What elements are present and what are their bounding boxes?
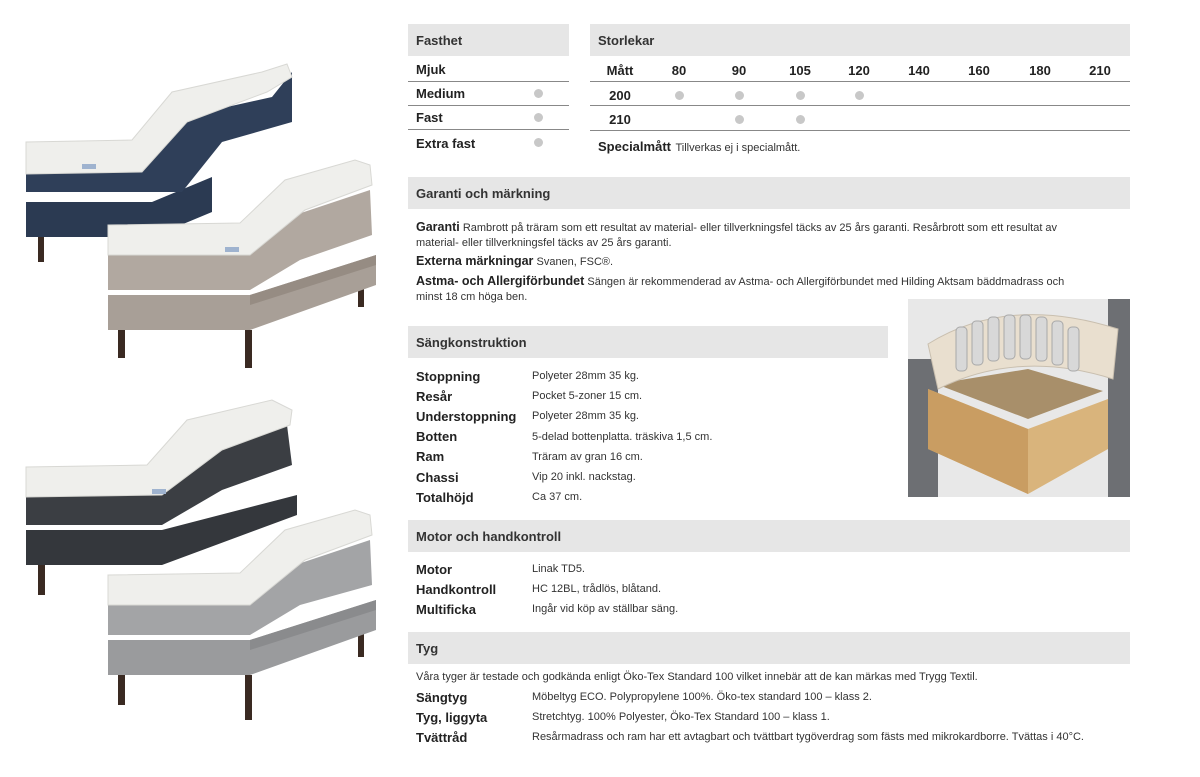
available-dot-icon: [796, 91, 805, 100]
mattress-cross-section-image: [908, 299, 1130, 497]
available-dot-icon: [735, 115, 744, 124]
available-dot-icon: [534, 89, 543, 98]
fabric-row: [408, 707, 1128, 727]
size-width-80: 80: [671, 63, 687, 78]
bed-illustration-light-grey: [100, 505, 390, 725]
fabric-row: [408, 687, 1128, 707]
size-width-120: 120: [848, 63, 870, 78]
motor-label: Motor: [416, 561, 453, 577]
special-size: [598, 138, 800, 156]
available-dot-icon: [796, 115, 805, 124]
motor-label: Handkontroll: [416, 581, 497, 597]
construction-label: Resår: [416, 388, 453, 404]
firmness-header: [408, 24, 569, 56]
construction-value: Polyeter 28mm 35 kg.: [532, 410, 639, 423]
warranty-title: Garanti och märkning: [416, 185, 551, 201]
warranty-text: Svanen, FSC®.: [536, 256, 614, 268]
sizes-length-210: 210: [609, 112, 631, 127]
construction-header: [408, 326, 888, 358]
size-width-90: 90: [731, 63, 747, 78]
motor-value: Ingår vid köp av ställbar säng.: [532, 603, 679, 616]
construction-label: Stoppning: [416, 368, 481, 384]
fabric-label: Tyg, liggyta: [416, 709, 488, 725]
firmness-label: Fast: [416, 110, 443, 125]
size-width-210: 210: [1089, 63, 1111, 78]
construction-value: Pocket 5-zoner 15 cm.: [532, 390, 643, 403]
warranty-label: Externa märkningar: [416, 254, 534, 268]
construction-label: Ram: [416, 449, 445, 465]
available-dot-icon: [534, 138, 543, 147]
motor-value: HC 12BL, trådlös, blåtand.: [532, 583, 662, 596]
construction-label: Understoppning: [416, 408, 517, 424]
motor-label: Multificka: [416, 601, 476, 617]
fabric-row: [408, 727, 1128, 747]
motor-header: [408, 520, 1130, 552]
firmness-row-medium: [408, 82, 569, 106]
warranty-text: Sängen är rekommenderad av Astma- och Allergiförbundet med Hilding Aktsam bäddmadrass och: [587, 276, 1065, 288]
warranty-guarantee: [416, 220, 1136, 251]
fabric-value: Resårmadrass och ram har ett avtagbart och tvättbart tygöverdrag som fästs med mikrokardborre. Tvättas i 40°C.: [532, 731, 1084, 744]
special-size-text: Tillverkas ej i specialmått.: [675, 142, 801, 154]
size-width-105: 105: [789, 63, 811, 78]
construction-label: Botten: [416, 429, 458, 445]
fabric-title: Tyg: [416, 640, 439, 656]
warranty-text: minst 18 cm höga ben.: [416, 291, 528, 303]
available-dot-icon: [855, 91, 864, 100]
firmness-label: Mjuk: [416, 62, 446, 77]
warranty-label: Garanti: [416, 220, 460, 234]
warranty-text: Rambrott på träram som ett resultat av material- eller tillverkningsfel täcks av 25 års garanti. Resårbrott som ett resultat av: [462, 222, 1058, 234]
special-size-label: Specialmått: [598, 139, 671, 154]
fabric-header: [408, 632, 1130, 664]
size-width-160: 160: [968, 63, 990, 78]
bed-illustration-beige: [100, 155, 390, 375]
construction-value: Ca 37 cm.: [532, 491, 583, 504]
warranty-header: [408, 177, 1130, 209]
firmness-label: Extra fast: [416, 135, 476, 151]
firmness-title: Fasthet: [416, 32, 463, 48]
fabric-label: Tvättråd: [416, 729, 468, 745]
firmness-row-fast: [408, 106, 569, 130]
fabric-value: Stretchtyg. 100% Polyester, Öko-Tex Standard 100 – klass 1.: [532, 711, 830, 724]
sizes-measure-label: Mått: [606, 63, 634, 78]
construction-value: 5-delad bottenplatta. träskiva 1,5 cm.: [532, 430, 713, 443]
fabric-value: Möbeltyg ECO. Polypropylene 100%. Öko-tex standard 100 – klass 2.: [532, 691, 872, 703]
warranty-external-labels: [416, 254, 1136, 270]
warranty-label: Astma- och Allergiförbundet: [416, 274, 585, 288]
available-dot-icon: [675, 91, 684, 100]
size-width-140: 140: [908, 63, 930, 78]
warranty-text: material- eller tillverkningsfel täcks av 25 års garanti.: [416, 237, 672, 249]
motor-row: [408, 579, 1128, 599]
available-dot-icon: [735, 91, 744, 100]
sizes-title: Storlekar: [598, 32, 655, 48]
available-dot-icon: [534, 113, 543, 122]
firmness-label: Medium: [416, 86, 466, 101]
construction-title: Sängkonstruktion: [416, 334, 527, 350]
fabric-intro: Våra tyger är testade och godkända enligt Öko-Tex Standard 100 vilket innebär att de kan märkas med Trygg Textil.: [416, 671, 978, 683]
firmness-row-extra-fast: [408, 131, 569, 155]
construction-label: Totalhöjd: [416, 489, 474, 505]
motor-value: Linak TD5.: [532, 563, 585, 575]
fabric-label: Sängtyg: [416, 689, 468, 705]
construction-value: Vip 20 inkl. nackstag.: [532, 471, 636, 483]
sizes-row-210: [590, 106, 1130, 131]
sizes-header: [590, 24, 1130, 56]
firmness-row-mjuk: [408, 58, 569, 82]
construction-value: Polyeter 28mm 35 kg.: [532, 370, 639, 382]
motor-title: Motor och handkontroll: [416, 528, 562, 544]
construction-label: Chassi: [416, 469, 459, 485]
construction-value: Träram av gran 16 cm.: [532, 450, 643, 463]
size-width-180: 180: [1029, 63, 1051, 78]
sizes-length-200: 200: [609, 88, 631, 103]
motor-row: [408, 559, 1128, 579]
motor-row: [408, 599, 1128, 619]
